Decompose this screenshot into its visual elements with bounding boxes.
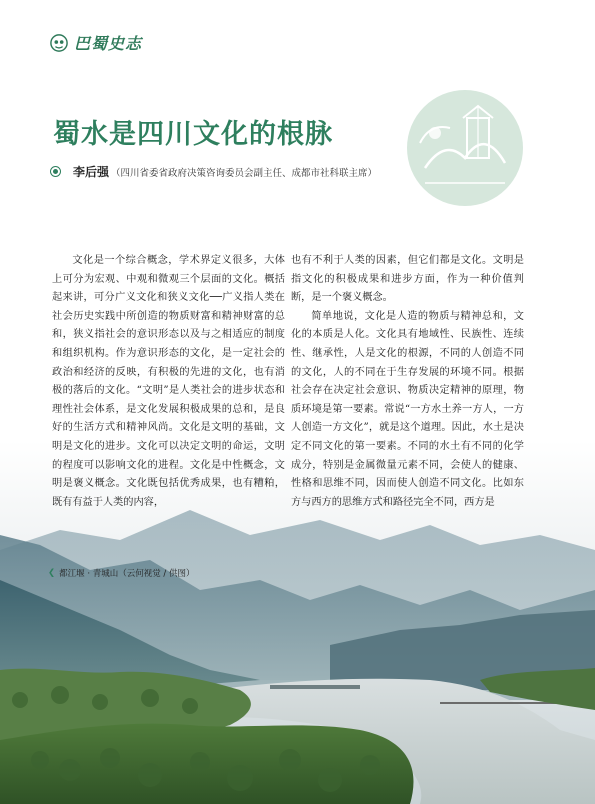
logo-text: 巴蜀史志 [74,34,143,53]
panda-emblem-icon [50,34,68,52]
caption-text: 都江堰 · 青城山（云何视觉 / 供图） [59,569,195,579]
author-line [50,163,377,180]
paragraph-continued: 也有不利于人类的因素，但它们都是文化。文明是指文化的积极成果和进步方面，作为一种价值判断，是一个褒义概念。 [291,255,524,304]
bullet-icon [50,166,61,177]
paragraph: 文化是一个综合概念，学术界定义很多，大体上可分为宏观、中观和微观三个层面的文化。概括起来讲，可分广义文化和狭义文化──广义指人类在社会历史实践中所创造的物质财富和精神财富的总和，狭义指社会的意识形态以及与之相适应的制度和组织机构。作为意识形态的文化，是一定社会的政治和经济的反映，有积极的先进的文化，也有消极的落后的文化。“文明”是人类社会的进步状态和理性社会体系，是文化发展积极成果的总和，是良好的生活方式和精神风尚。文化是文明的基础，文明是文化的进步。文化可以决定文明的命运，文明的程度可以影响文化的进程。文化是中性概念，文明是褒义概念。文化既包括优秀成果，也有糟粕，既有有益于人类的内容， [52,255,285,508]
article-title: 蜀水是四川文化的根脉 [53,119,333,150]
magazine-logo [50,31,142,54]
body-column-right [291,252,524,512]
photo-caption [48,567,195,579]
body-column-left [52,252,285,512]
author-name: 李后强 [73,165,110,179]
caption-leaf-icon: ❮ [48,568,56,578]
author-affiliation: （四川省委省政府决策咨询委员会副主任、成都市社科联主席） [111,167,378,179]
decorative-seal-illustration [405,88,525,208]
paragraph: 简单地说，文化是人造的物质与精神总和，文化的本质是人化。文化具有地域性、民族性、连续性、继承性，人是文化的根源，不同的人创造不同的文化，人的不同在于生存发展的环境不同。根据社会存在决定社会意识、物质决定精神的原理，物质环境是第一要素。常说“一方水土养一方人，一方人创造一方文化”，就是这个道理。因此，水土是决定不同文化的第一要素。不同的水土有不同的化学成分，特别是金属微量元素不同，会使人的健康、性格和思维不同，因而使人创造不同文化。比如东方与西方的思维方式和路径完全不同，西方是 [291,310,524,508]
